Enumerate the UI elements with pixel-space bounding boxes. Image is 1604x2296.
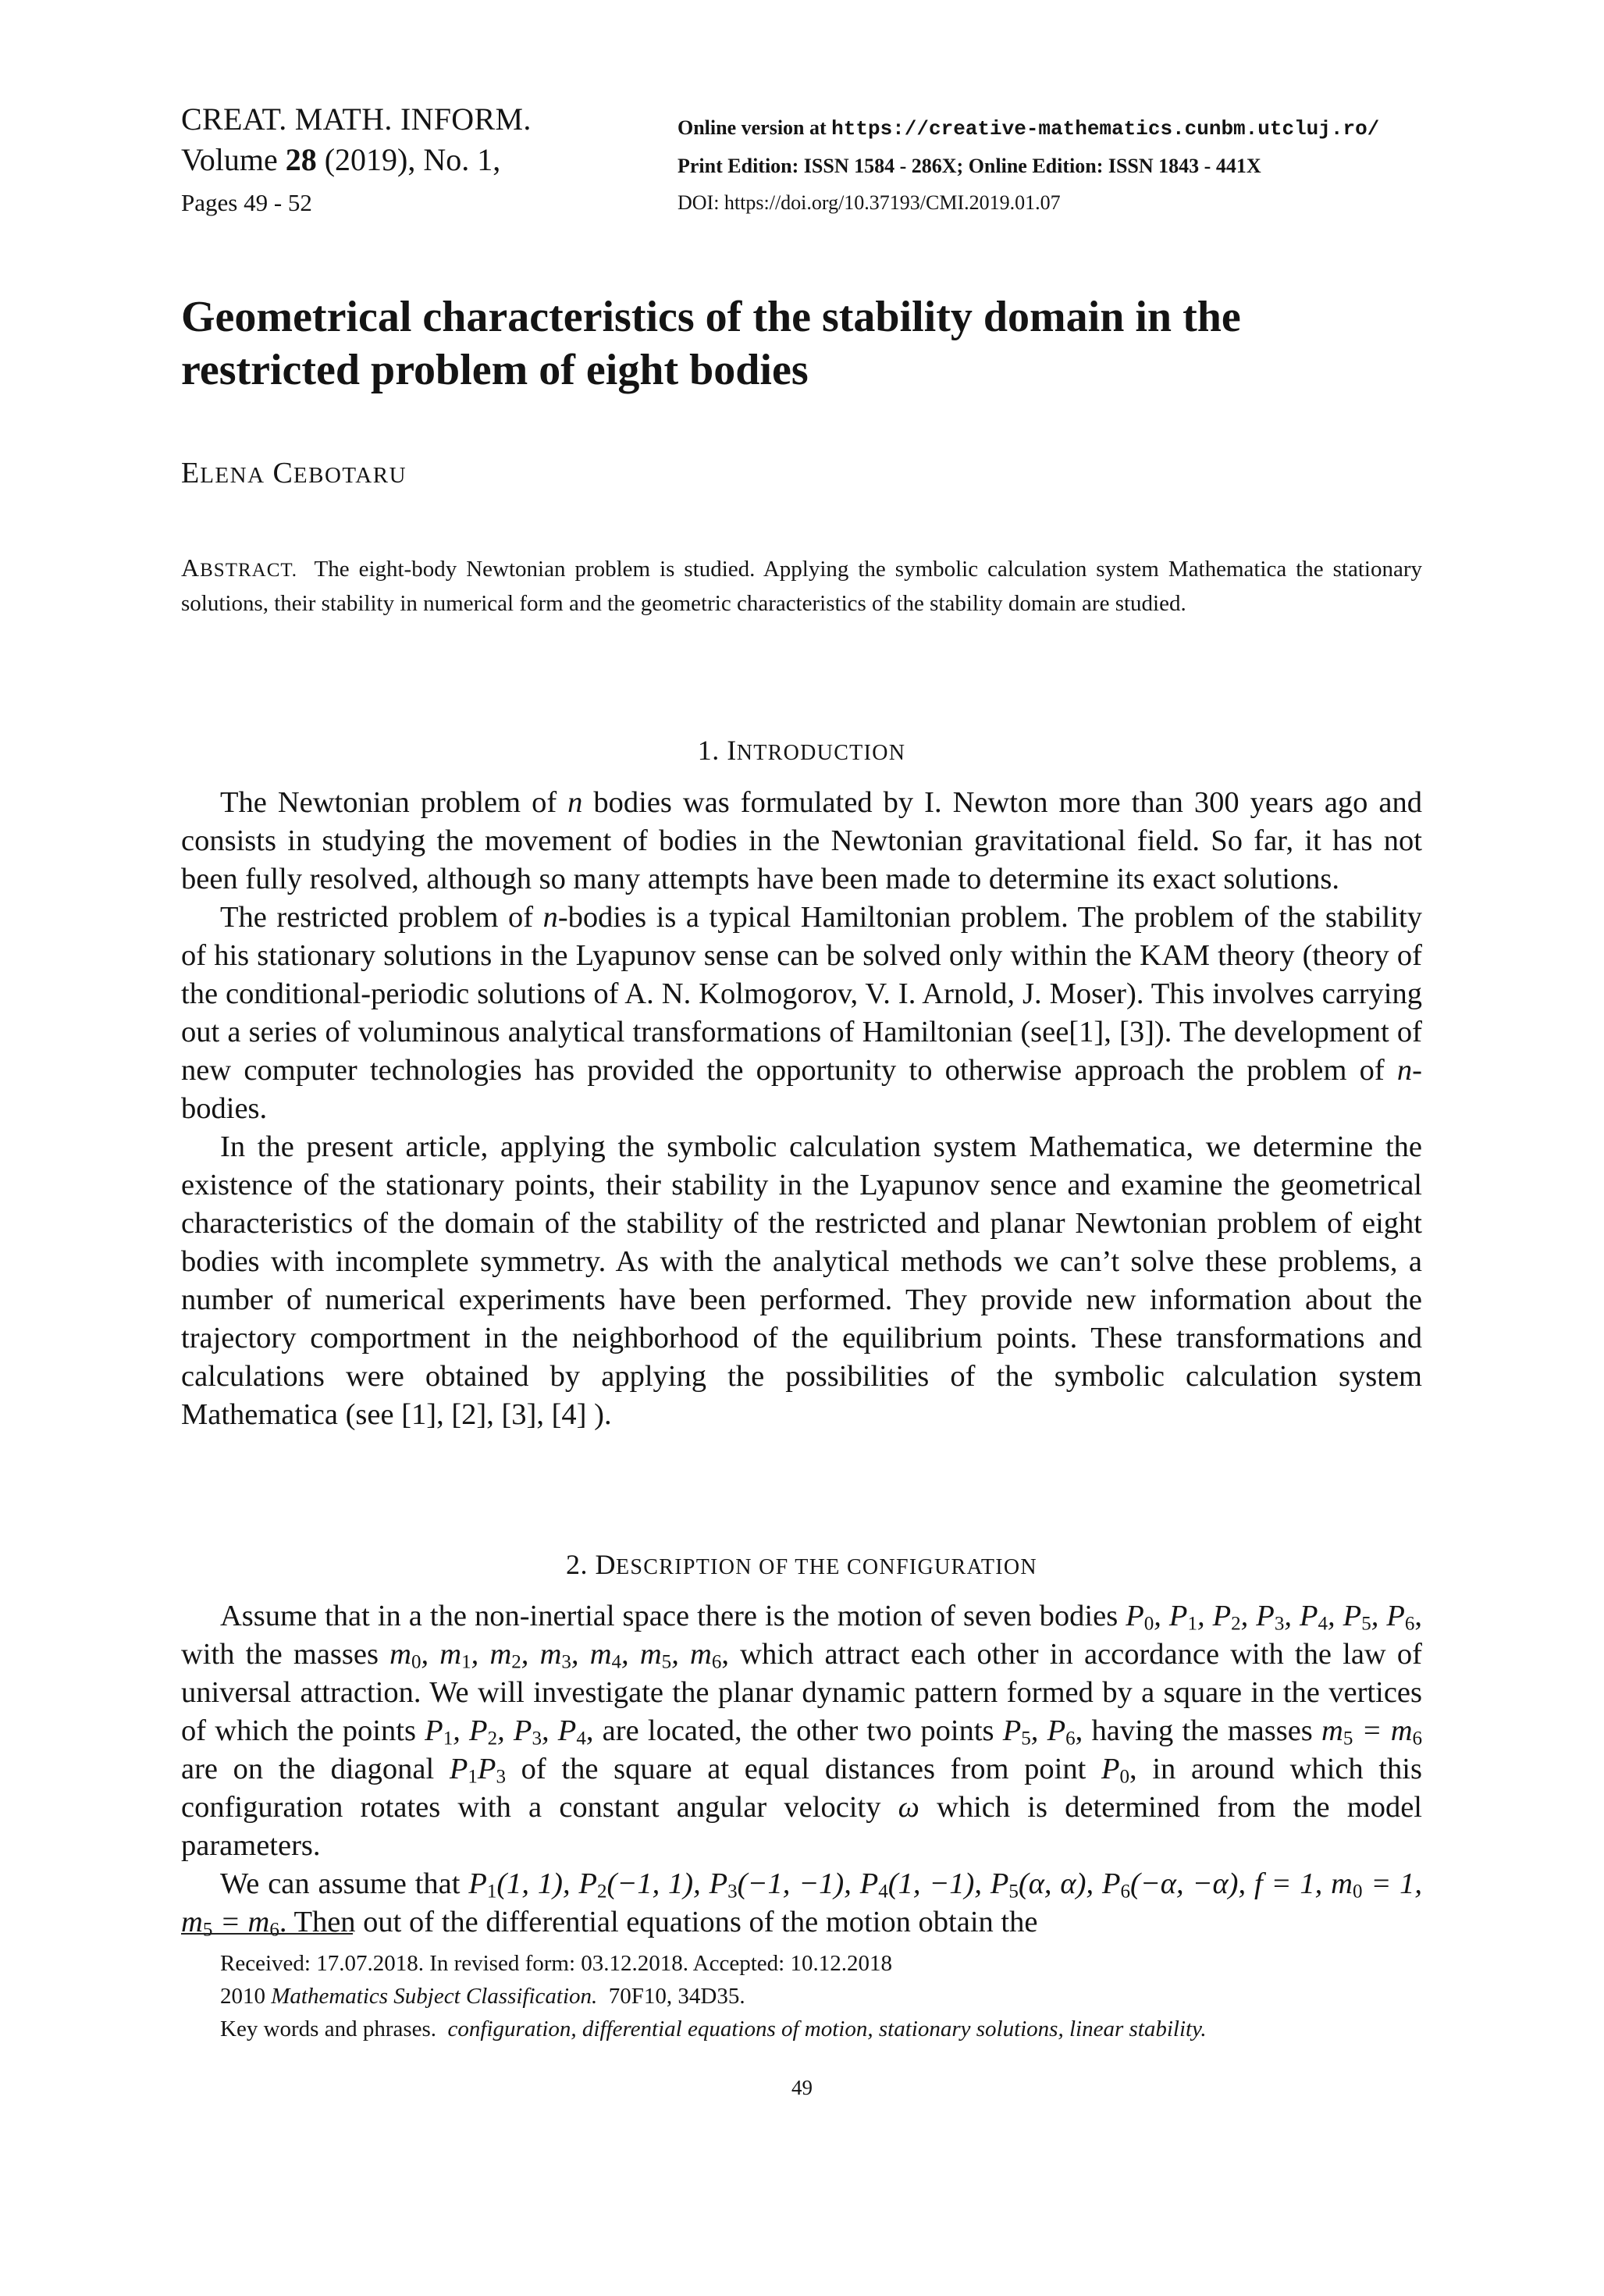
journal-name: CREAT. MATH. INFORM. <box>181 101 532 137</box>
math-mass-equality: $m_5 = m_6$ <box>1321 1714 1423 1750</box>
paragraph: We can assume that $P_1(1$, 1), $P_2(-1$, 1), $P_3(-1$, −1), $P_4(1$, −1), $P_5(\alpha$, α), $P_6(-\alpha$, −α), f = 1, $m_0 = 1$, $m_5 = m_6$. Then out of the differential equations of the motion obtain the <box>181 1867 1423 1941</box>
math-omega: ω <box>898 1791 919 1824</box>
section-heading-configuration: 2. DESCRIPTION OF THE CONFIGURATION <box>566 1549 1037 1580</box>
abstract-text: The eight-body Newtonian problem is studied. Applying the symbolic calculation system Mathematica the stationary solutions, their stability in numerical form and the geometric characteristics of the stability domain are studied. <box>181 557 1422 616</box>
online-url-link[interactable]: https://creative-mathematics.cunbm.utcluj.ro/ <box>831 117 1380 141</box>
issn-line: Print Edition: ISSN 1584 - 286X; Online Edition: ISSN 1843 - 441X <box>678 155 1261 177</box>
page-number: 49 <box>791 2076 813 2099</box>
footnote-received: Received: 17.07.2018. In revised form: 03.12.2018. Accepted: 10.12.2018 <box>220 1951 892 1976</box>
journal-pages: Pages 49 - 52 <box>181 189 312 216</box>
doi-line[interactable]: DOI: https://doi.org/10.37193/CMI.2019.01.07 <box>678 191 1061 214</box>
math-bodies: $P_0$, $P_1$, $P_2$, $P_3$, $P_4$, $P_5$, $P_6$ <box>1126 1600 1415 1635</box>
math-vertices: $P_1$, $P_2$, $P_3$, $P_4$ <box>425 1714 586 1750</box>
section-body-configuration <box>181 1597 1422 1942</box>
volume-number: 28 <box>285 142 317 177</box>
footnote-keywords: Key words and phrases. configuration, differential equations of motion, stationary solutions, linear stability. <box>220 2017 1207 2041</box>
math-center-point: $P_0$ <box>1101 1753 1130 1788</box>
footnotes <box>220 1947 1438 2045</box>
math-coordinates: $P_1(1$, 1), $P_2(-1$, 1), $P_3(-1$, −1), $P_4(1$, −1), $P_5(\alpha$, α), $P_6(-\alpha$, −α), <box>468 1867 1247 1903</box>
paragraph: In the present article, applying the symbolic calculation system Mathematica, we determine the existence of the stationary points, their stability in the Lyapunov sence and examine the geometrical characteristics of the domain of the stability of the restricted and planar Newtonian problem of eight bodies with incomplete symmetry. As with the analytical methods we can’t solve these problems, a number of numerical experiments have been performed. They provide new information about the trajectory comportment in the neighborhood of the equilibrium points. These transformations and calculations were obtained by applying the possibilities of the symbolic calculation system Mathematica (see [1], [2], [3], [4] ). <box>181 1130 1422 1431</box>
section-heading-introduction: 1. INTRODUCTION <box>697 735 906 766</box>
math-parameters: f = 1, $m_0 = 1$, $m_5 = m_6$ <box>181 1867 1423 1941</box>
footnote-rule <box>181 1933 353 1935</box>
paragraph: The Newtonian problem of n bodies was formulated by I. Newton more than 300 years ago and consists in studying the movement of bodies in the Newtonian gravitational field. So far, it has not been fully resolved, although so many attempts have been made to determine its exact solutions. <box>181 786 1423 895</box>
online-version-line: Online version at https://creative-mathematics.cunbm.utcluj.ro/ <box>678 116 1380 141</box>
footnote-msc: 2010 Mathematics Subject Classification. 70F10, 34D35. <box>220 1984 745 2009</box>
math-other-points: $P_5$, $P_6$ <box>1002 1714 1076 1750</box>
author-name: ELENA CEBOTARU <box>181 457 407 489</box>
section-body-introduction <box>181 784 1422 1434</box>
publication-info <box>678 109 1458 221</box>
journal-volume: Volume 28 (2019), No. 1, <box>181 142 501 177</box>
math-diagonal: $P_1P_3$ <box>449 1753 506 1788</box>
paragraph: Assume that in a the non-inertial space there is the motion of seven bodies $P_0$, $P_1$, $P_2$, $P_3$, $P_4$, $P_5$, $P_6$, with the masses $m_0$, $m_1$, $m_2$, $m_3$, $m_4$, $m_5$, $m_6$, which attract each other in accordance with the law of universal attraction. We will investigate the planar dynamic pattern formed by a square in the vertices of which the points $P_1$, $P_2$, $P_3$, $P_4$, are located, the other two points $P_5$, $P_6$, having the masses $m_5 = m_6$ are on the diagonal $P_1P_3$ of the square at equal distances from point $P_0$, in around which this configuration rotates with a constant angular velocity ω which is determined from the model parameters. <box>181 1600 1423 1862</box>
math-masses: $m_0$, $m_1$, $m_2$, $m_3$, $m_4$, $m_5$, $m_6$ <box>389 1638 722 1673</box>
paragraph: The restricted problem of n-bodies is a typical Hamiltonian problem. The problem of the stability of his stationary solutions in the Lyapunov sense can be solved only within the KAM theory (theory of the conditional-periodic solutions of A. N. Kolmogorov, V. I. Arnold, J. Moser). This involves carrying out a series of voluminous analytical transformations of Hamiltonian (see[1], [3]). The development of new computer technologies has provided the opportunity to otherwise approach the problem of n-bodies. <box>181 901 1422 1125</box>
abstract <box>181 551 1422 620</box>
paper-title: Geometrical characteristics of the stability domain in the restricted problem of eight bodies <box>181 293 1241 394</box>
abstract-label: ABSTRACT. <box>181 554 298 582</box>
journal-header <box>181 100 665 225</box>
